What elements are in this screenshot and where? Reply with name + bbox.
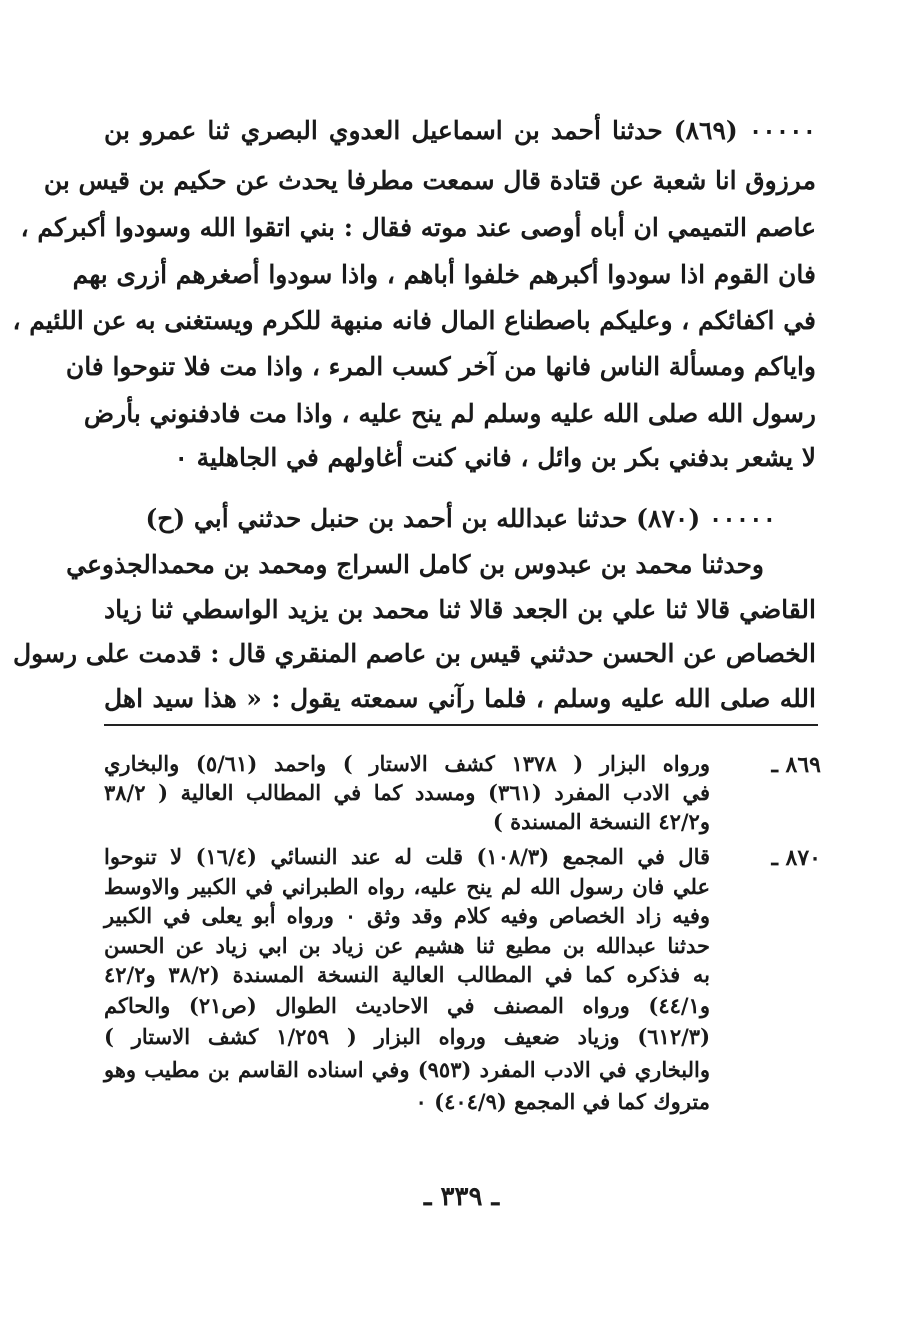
footnote-line: (٦١٢/٣) وزياد ضعيف ورواه البزار ( ١/٢٥٩ كشف الاستار ) [104,1024,711,1049]
body-line: فان القوم اذا سودوا أكبرهم خلفوا أباهم ، واذا سودوا أصغرهم أزرى بهم [72,260,816,289]
footnote-line: و٤٤/١) ورواه المصنف في الاحاديث الطوال (ص٢١) والحاكم [104,993,710,1018]
page-number: ـ ٣٣٩ ـ [423,1182,500,1212]
body-line: عاصم التميمي ان أباه أوصى عند موته فقال : بني اتقوا الله وسودوا أكبركم ، [20,213,816,242]
body-line: الخصاص عن الحسن حدثني قيس بن عاصم المنقري قال : قدمت على رسول [13,639,816,668]
body-line: وحدثنا محمد بن عبدوس بن كامل السراج ومحمد بن محمدالجذوعي [66,550,764,579]
footnote-line: قال في المجمع (١٠٨/٣) قلت له عند النسائي (١٦/٤) لا تنوحوا [104,844,711,869]
body-line: رسول الله صلى الله عليه وسلم لم ينح عليه ، واذا مت فادفنوني بأرض [83,399,816,428]
footnote-line: به فذكره كما في المطالب العالية النسخة المسندة (٣٨/٢ و٤٢/٢ [104,962,710,987]
footnote-line: وفيه زاد الخصاص وفيه كلام وقد وثق ٠ ورواه أبو يعلى في الكبير [104,903,710,928]
footnote-number: ٨٦٩ ـ [771,752,821,778]
body-line: ٠٠٠٠٠ (٨٧٠) حدثنا عبدالله بن أحمد بن حنبل حدثني أبي (ح) [145,504,776,533]
footnote-line: علي فان رسول الله لم ينح عليه، رواه الطبراني في الكبير والاوسط [104,874,710,899]
body-line: ٠٠٠٠٠ (٨٦٩) حدثنا أحمد بن اسماعيل العدوي البصري ثنا عمرو بن [104,116,816,145]
footnote-divider [104,724,818,726]
footnote-line: والبخاري في الادب المفرد (٩٥٣) وفي اسناده القاسم بن مطيب وهو [104,1057,710,1082]
footnote-line: و٤٢/٢ النسخة المسندة ) [492,809,710,834]
footnote-line: متروك كما في المجمع (٤٠٤/٩) ٠ [415,1089,710,1114]
footnote-number: ٨٧٠ ـ [771,845,821,871]
footnote-line: في الادب المفرد (٣٦١) ومسدد كما في المطالب العالية ( ٣٨/٢ [104,780,710,805]
body-line: الله صلى الله عليه وسلم ، فلما رآني سمعته يقول : « هذا سيد اهل [104,684,816,713]
footnote-line: حدثنا عبدالله بن مطيع ثنا هشيم عن زياد بن ابي زياد عن الحسن [104,933,710,958]
body-line: مرزوق انا شعبة عن قتادة قال سمعت مطرفا يحدث عن حكيم بن قيس بن [43,166,816,195]
footnote-line: ورواه البزار ( ١٣٧٨ كشف الاستار ) واحمد (٥/٦١) والبخاري [104,751,710,776]
body-line: القاضي قالا ثنا علي بن الجعد قالا ثنا محمد بن يزيد الواسطي ثنا زياد [104,595,816,624]
body-line: واياكم ومسألة الناس فانها من آخر كسب المرء ، واذا مت فلا تنوحوا فان [65,352,816,381]
body-line: في اكفائكم ، وعليكم باصطناع المال فانه منبهة للكرم ويستغنى به عن اللئيم ، [12,306,816,335]
body-line: لا يشعر بدفني بكر بن وائل ، فاني كنت أغاولهم في الجاهلية ٠ [174,443,816,472]
